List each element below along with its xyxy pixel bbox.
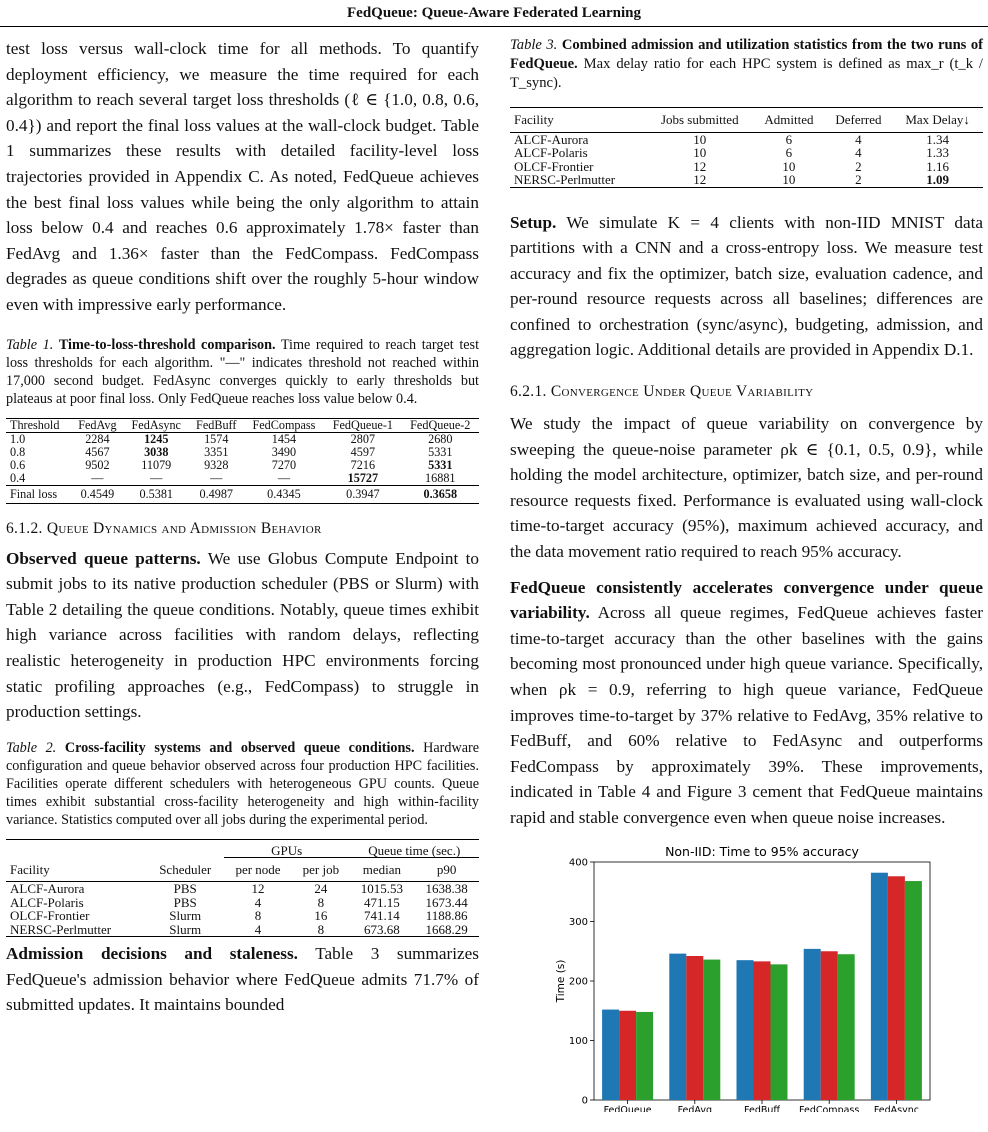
- y-tick-label: 400: [568, 857, 588, 869]
- table-row: NERSC-Perlmutter Slurm 4 8 673.68 1668.29: [6, 923, 479, 937]
- paragraph-admission: Admission decisions and staleness. Table 3 summarizes FedQueue's admission behavior where FedQueue admits 71.7% of submitted updates. It maintains bounded: [6, 944, 479, 1015]
- figure-bar-chart: [548, 842, 934, 1117]
- table-row: ALCF-Polaris PBS 4 8 471.15 1673.44: [10, 894, 468, 910]
- table-row: NERSC-Perlmutter 12 10 2 1.09: [510, 173, 983, 187]
- table-row: OLCF-Frontier 12 10 2 1.16: [514, 158, 949, 174]
- bar: [737, 960, 754, 1100]
- table-row: 0.6 9502 11079 9328 7270 7216 5331: [10, 457, 453, 472]
- x-tick-label: FedBuff: [744, 1105, 780, 1112]
- table-row: OLCF-Frontier Slurm 8 16 741.14 1188.86: [10, 908, 468, 924]
- table2: GPUs Queue time (sec.) Facility Scheduler per node per job median p90 ALCF-Aurora PBS 12 24 1015.53 1638.38 ALCF-Polaris PBS 4 8 471.15 1673.44 OLCF-Frontier Slurm 8 16 741.14 1188.86 NERSC-Perlmutter Slurm 4 8 673.68 1668.29: [6, 839, 479, 938]
- section-heading-612: 6.1.2. Queue Dynamics and Admission Behavior: [6, 519, 322, 537]
- chart-title: Non-IID: Time to 95% accuracy: [665, 844, 859, 859]
- table-row: ALCF-Polaris 10 6 4 1.33: [514, 145, 949, 160]
- bar-chart: [548, 842, 934, 1112]
- table2-caption: Table 2. Cross-facility systems and observed queue conditions. Hardware configuration and queue behavior observed across four production HPC facilities. Facilities operate different schedulers with heterogeneous GPU counts. Queue times exhibit substantial cross-facility heterogeneity and high within-facility variance. Statistics computed over all jobs during the experimental period.: [6, 739, 480, 828]
- bar: [669, 954, 686, 1100]
- table-row: 0.8 4567 3038 3351 3490 4597 5331: [10, 444, 453, 459]
- table1-caption: Table 1. Time-to-loss-threshold comparison. Time required to reach target test loss thresholds for each algorithm. "—" indicates threshold not reached within 17,000 second budget. FedAsync converges quickly to early thresholds but plateaus at poor final loss. Only FedQueue reaches loss value below 0.4.: [6, 336, 480, 407]
- bar: [619, 1011, 636, 1100]
- bar: [686, 956, 703, 1100]
- paragraph-convergence: FedQueue consistently accelerates convergence under queue variability. Across all queue regimes, FedQueue achieves faster time-to-target accuracy than the other baselines with the gains becoming most pronounced under high queue variance. Specifically, when ρk = 0.9, referring to high queue variance, FedQueue improves time-to-target by 37% relative to FedAvg, 35% relative to FedBuff, and 60% relative to FedAsync and outperforms FedCompass by approximately 39%. These improvements, indicated in Table 4 and Figure 3 cement that FedQueue maintains rapid and stable convergence even when queue noise increases.: [510, 577, 983, 827]
- bar: [888, 876, 905, 1100]
- table3: Facility Jobs submitted Admitted Deferred Max Delay↓ ALCF-Aurora 10 6 4 1.34 ALCF-Polaris 10 6 4 1.33 OLCF-Frontier 12 10 2 1.16 NERSC-Perlmutter 12 10 2 1.09: [510, 107, 983, 188]
- y-tick-label: 300: [568, 917, 588, 928]
- table3-caption: Table 3. Combined admission and utilization statistics from the two runs of FedQueue. Max delay ratio for each HPC system is defined as max_r (t_k / T_sync).: [510, 37, 984, 91]
- bar: [754, 961, 771, 1100]
- table1: Threshold FedAvg FedAsync FedBuff FedCompass FedQueue-1 FedQueue-2 1.0 2284 1245 1574 1454 2807 2680 0.8 4567 3038 3351 3490 4597 5331 0.6 9502 11079 9328 7270 7216 5331 0.4 — — — — 15727 16881 Final loss 0.4549 0.5381 0.4987 0.4345 0.3947 0.3658: [6, 418, 479, 504]
- left-column: [6, 36, 479, 1018]
- x-tick-label: FedQueue: [603, 1105, 652, 1112]
- x-tick-label: FedCompass: [799, 1105, 860, 1112]
- paragraph-queue-variability: We study the impact of queue variability on convergence by sweeping the queue-noise parameter ρk ∈ {0.1, 0.5, 0.9}, while holding the model architecture, optimizer, batch size, and per-round resource requests fixed. Performance is evaluated using wall-clock time-to-target accuracy (95%), maximum achieved accuracy, and the data movement ratio required to reach 95% accuracy.: [510, 414, 983, 562]
- bar: [838, 954, 855, 1100]
- running-header: FedQueue: Queue-Aware Federated Learning: [0, 0, 988, 27]
- bar: [821, 951, 838, 1100]
- table-row: ALCF-Aurora 10 6 4 1.34: [510, 132, 983, 146]
- x-tick-label: FedAsync: [873, 1105, 919, 1112]
- y-axis-label: Time (s): [555, 959, 567, 1003]
- right-column: [510, 36, 983, 831]
- section-heading-621: 6.2.1. Convergence Under Queue Variability: [510, 383, 814, 401]
- bar: [905, 881, 922, 1100]
- paragraph-setup: Setup. We simulate K = 4 clients with non-IID MNIST data partitions with a CNN and a cross-entropy loss. We measure test accuracy and fix the optimizer, batch size, evaluation cadence, and per-round resource requests across all baselines; differences are confined to orchestration (sync/async), budgeting, admission, and aggregation logic. Additional details are provided in Appendix D.1.: [510, 212, 983, 360]
- bar: [871, 873, 888, 1100]
- y-tick-label: 200: [568, 976, 588, 988]
- y-tick-label: 100: [568, 1036, 588, 1047]
- bar: [636, 1012, 653, 1100]
- bar: [804, 949, 821, 1100]
- table-row: 1.0 2284 1245 1574 1454 2807 2680: [6, 432, 479, 446]
- paragraph-intro: test loss versus wall-clock time for all methods. To quantify deployment efficiency, we measure the time required for each algorithm to reach several target loss thresholds (ℓ ∈ {1.0, 0.8, 0.6, 0.4}) and report the final loss values at the wall-clock budget. Table 1 summarizes these results with detailed facility-level loss trajectories provided in Appendix C. As noted, FedQueue achieves the best final loss values while being the only algorithm to attain loss below 0.4 and reaches 0.6 approximately 1.78× faster than FedAvg and 1.36× faster than the FedCompass. FedCompass degrades as queue conditions shift over the roughly 5-hour window even with impressive early performance.: [6, 39, 479, 314]
- x-tick-label: FedAvg: [677, 1105, 713, 1112]
- table-row: 0.4 — — — — 15727 16881: [10, 470, 456, 485]
- bar: [771, 964, 788, 1100]
- y-tick-label: 0: [581, 1095, 588, 1107]
- bar: [703, 960, 720, 1100]
- paragraph-queue-patterns: Observed queue patterns. We use Globus Compute Endpoint to submit jobs to its native production scheduler (PBS or Slurm) with Table 2 detailing the queue conditions. Notably, queue times exhibit high variance across facilities with random delays, reflecting realistic heterogeneity in production HPC environments forcing static profiling approaches (e.g., FedCompass) to struggle in production settings.: [6, 548, 479, 722]
- table-row: ALCF-Aurora PBS 12 24 1015.53 1638.38: [6, 882, 479, 896]
- bar: [602, 1010, 619, 1100]
- table-row-final: Final loss 0.4549 0.5381 0.4987 0.4345 0.3947 0.3658: [6, 485, 479, 503]
